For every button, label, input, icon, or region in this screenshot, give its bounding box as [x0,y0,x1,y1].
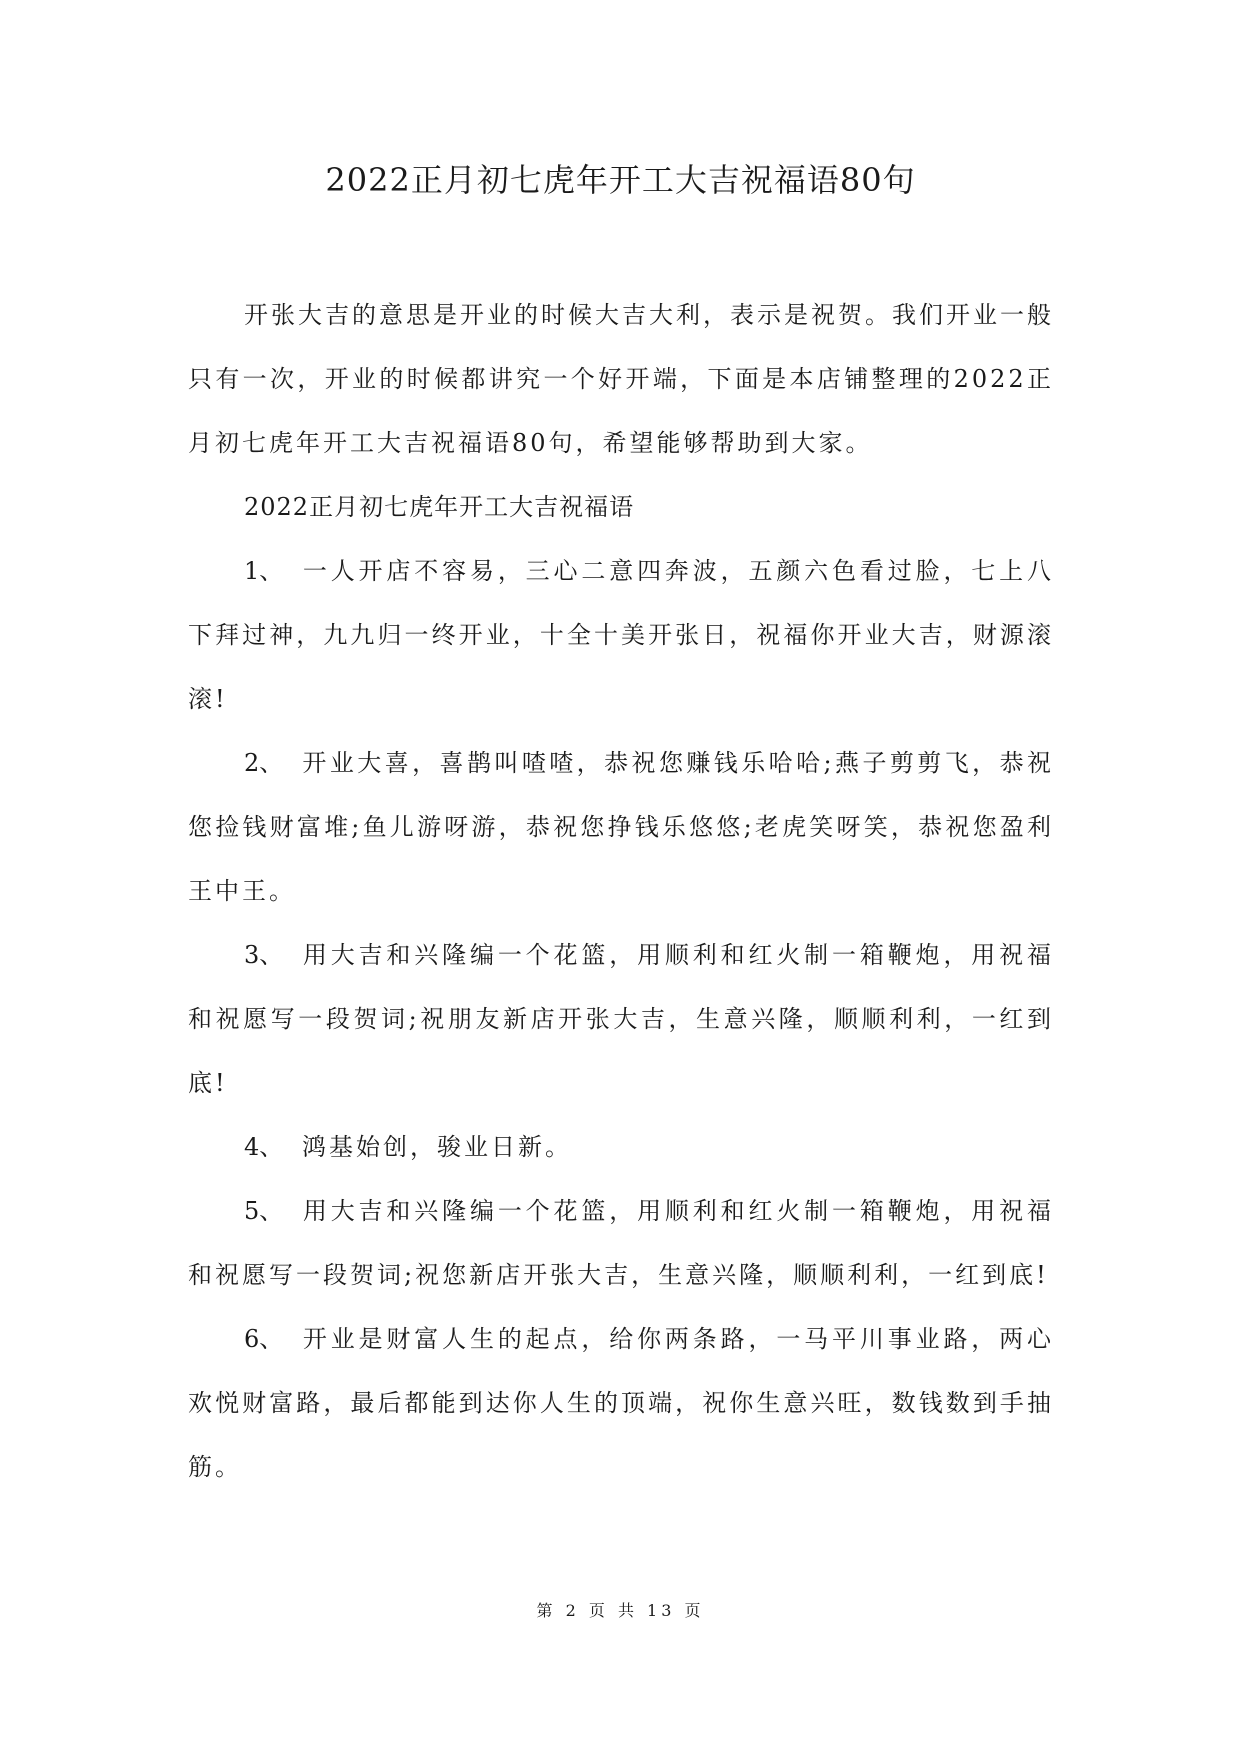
page-number-footer: 第 2 页 共 13 页 [536,1601,705,1620]
section-heading: 2022正月初七虎年开工大吉祝福语 [244,493,635,521]
item-number: 3、 [244,941,284,969]
list-item [188,1179,1054,1307]
item-number: 1、 [244,557,284,585]
list-item [188,539,1054,731]
item-number: 5、 [244,1197,284,1225]
item-text: 一人开店不容易，三心二意四奔波，五颜六色看过脸，七上八下拜过神，九九归一终开业，十全十美开张日，祝福你开业大吉，财源滚滚! [188,557,1054,713]
list-item [188,923,1054,1115]
item-text: 开业大喜，喜鹊叫喳喳，恭祝您赚钱乐哈哈;燕子剪剪飞，恭祝您捡钱财富堆;鱼儿游呀游，恭祝您挣钱乐悠悠;老虎笑呀笑，恭祝您盈利王中王。 [188,749,1054,905]
list-item [188,1115,1054,1179]
item-number: 6、 [244,1325,284,1353]
item-number: 4、 [244,1133,284,1161]
intro-paragraph: 开张大吉的意思是开业的时候大吉大利，表示是祝贺。我们开业一般只有一次，开业的时候都讲究一个好开端，下面是本店铺整理的2022正月初七虎年开工大吉祝福语80句，希望能够帮助到大家。 [188,301,1054,457]
item-text: 用大吉和兴隆编一个花篮，用顺利和红火制一箱鞭炮，用祝福和祝愿写一段贺词;祝朋友新店开张大吉，生意兴隆，顺顺利利，一红到底! [188,941,1054,1097]
item-text: 用大吉和兴隆编一个花篮，用顺利和红火制一箱鞭炮，用祝福和祝愿写一段贺词;祝您新店开张大吉，生意兴隆，顺顺利利，一红到底! [188,1197,1054,1289]
item-text: 开业是财富人生的起点，给你两条路，一马平川事业路，两心欢悦财富路，最后都能到达你人生的顶端，祝你生意兴旺，数钱数到手抽筋。 [188,1325,1054,1481]
document-title: 2022正月初七虎年开工大吉祝福语80句 [325,161,916,199]
list-item [188,1307,1054,1499]
item-text: 鸿基始创，骏业日新。 [302,1133,572,1161]
document-body [188,283,1054,1499]
item-number: 2、 [244,749,284,777]
list-item [188,731,1054,923]
